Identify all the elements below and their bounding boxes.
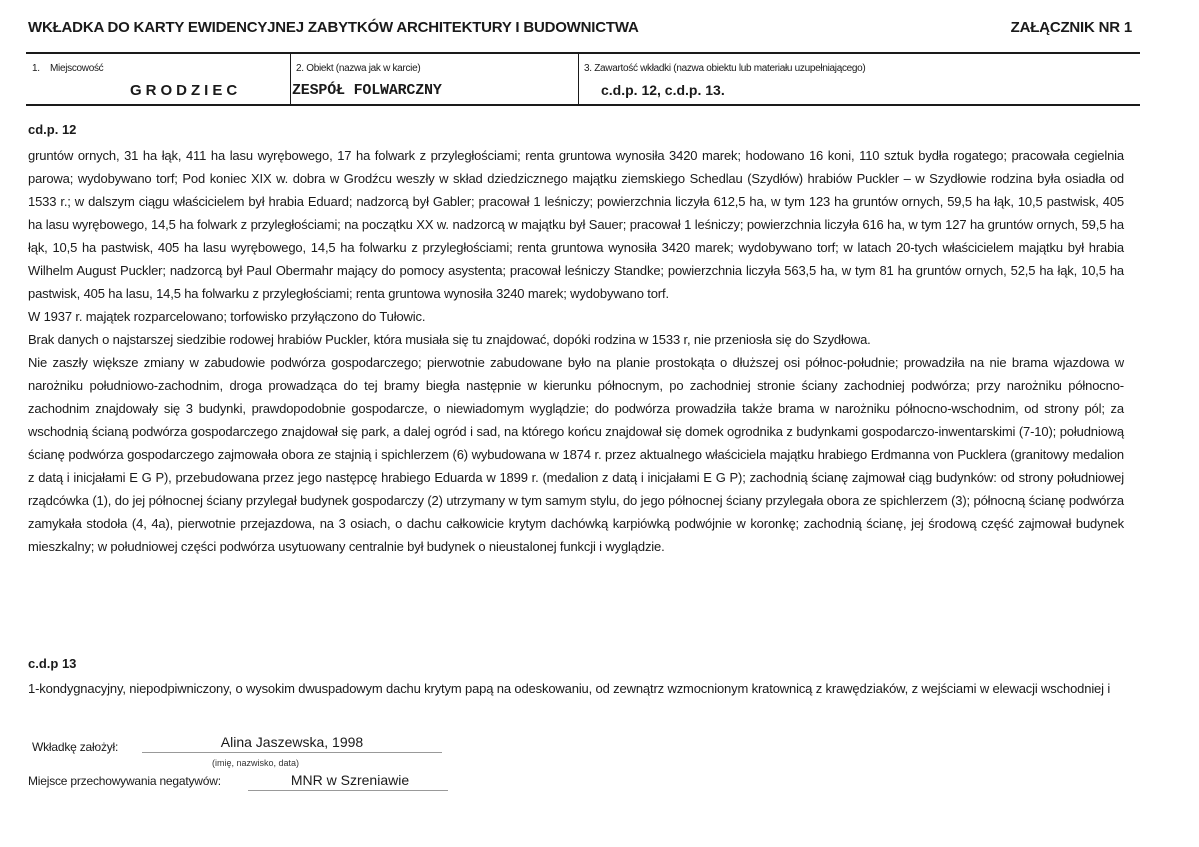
storage-underline (248, 790, 448, 791)
object-cell (290, 54, 577, 104)
author-underline (142, 752, 442, 753)
paragraph: Nie zaszły większe zmiany w zabudowie podwórza gospodarczego; pierwotnie zabudowane było na planie prostokąta o dłuższej osi północ-południe; prowadziła na nie brama wjazdowa w narożniku południowo-zachodnim, droga prowadząca do tej bramy biegła następnie w kierunku północnym, po zachodniej stronie ściany zachodniej podwórza; przy narożniku północno-zachodnim znajdowały się 3 budynki, prawdopodobnie gospodarcze, o niewiadomym wyglądzie; do podwórza prowadziła także brama w narożniku północno-wschodnim, od strony pól; za wschodnią ścianą podwórza gospodarczego znajdował się park, a dalej ogród i sad, na którego końcu znajdował się domek ogrodnika z budynkami gospodarczo-inwentarskimi (7-10); południową ścianę podwórza gospodarczego zajmowała obora ze stajnią i spichlerzem (6) wybudowana w 1874 r. przez aktualnego właściciela majątku hrabiego Erdmanna von Pucklera (granitowy medalion z datą i inicjałami E G P), przebudowana przez jego następcę hrabiego Eduarda w 1899 r. (medalion z datą i inicjałami E G P); zachodnią ścianę zajmował ciąg budynków: od strony południowej rządcówka (1), do jej północnej ściany przylegał budynek gospodarczy (2) utrzymany w tym samym stylu, do jego północnej ściany przylegała obora ze spichlerzem (3); północną ścianę podwórza zamykała stodoła (4, 4a), pierwotnie przejazdowa, na 3 osiach, o dachu całkowicie krytym dachówką karpiówką podwójnie w koronkę; zachodnią ścianę, jej środową część zajmował budynek mieszkalny; w południowej części podwórza usytuowany centralnie był budynek o nieustalonej funkcji i wyglądzie. (28, 355, 1124, 554)
contents-value: c.d.p. 12, c.d.p. 13. (601, 82, 725, 98)
author-hint: (imię, nazwisko, data) (212, 758, 300, 768)
locality-label: Miejscowość (50, 63, 104, 74)
paragraph: gruntów ornych, 31 ha łąk, 411 ha lasu wyrębowego, 17 ha folwark z przyległościami; renta gruntowa wynosiła 3420 marek; hodowano 16 koni, 110 sztuk bydła rogatego; pracowała cegielnia parowa; wydobywano torf; Pod koniec XIX w. dobra w Grodźcu weszły w skład dziedzicznego majątku ziemskiego Schedlau (Szydłów) hrabiów Puckler – w Szydłowie rodzina była osiadła od 1533 r.; w dalszym ciągu właścicielem był hrabia Eduard; nadzorcą był Gabler; pracował 1 leśniczy; powierzchnia liczyła 612,5 ha, w tym 123 ha gruntów ornych, 59,5 ha łąk, 10,5 pastwisk, 405 ha lasu wyrębowego, 14,5 ha folwark z przyległościami; na początku XX w. nadzorcą w majątku był Sauer; pracował 1 leśniczy; powierzchnia liczyła 616 ha, w tym 127 ha gruntów ornych, 59,5 ha łąk, 10,5 ha pastwisk, 405 ha lasu wyrębowego, 14,5 ha folwarku z przyległościami; renta gruntowa wynosiła 3420 marek; wydobywano torf; w latach 20-tych właścicielem majątku był hrabia Wilhelm August Puckler; nadzorcą był Paul Obermahr mający do pomocy asystenta; pracował leśniczy Standke; powierzchnia liczyła 563,5 ha, w tym 81 ha gruntów ornych, 52,5 ha łąk, 10,5 ha pastwisk, 405 ha lasu, 14,5 ha folwarku z przyległościami; renta gruntowa wynosiła 3240 marek; wydobywano torf. (28, 148, 1124, 301)
section-heading-cdp13: c.d.p 13 (28, 656, 77, 671)
annex-number: ZAŁĄCZNIK NR 1 (1010, 19, 1132, 36)
storage-label: Miejsce przechowywania negatywów: (28, 774, 221, 788)
storage-value: MNR w Szreniawie (290, 772, 410, 788)
contents-cell (578, 54, 1141, 104)
document-title: WKŁADKA DO KARTY EWIDENCYJNEJ ZABYTKÓW ARCHITEKTURY I BUDOWNICTWA (28, 19, 639, 36)
locality-label-group (32, 63, 103, 74)
author-label: Wkładkę założył: (32, 740, 119, 754)
section-body-cdp13: 1-kondygnacyjny, niepodpiwniczony, o wysokim dwuspadowym dachu krytym papą na odeskowaniu, od zewnątrz wzmocnionym kratownicą z krawędziaków, z wejściami w elewacji wschodniej i (28, 681, 1111, 696)
contents-label: 3. Zawartość wkładki (nazwa obiektu lub materiału uzupełniającego) (584, 63, 866, 74)
author-value: Alina Jaszewska, 1998 (220, 734, 364, 750)
header-fields-table (26, 52, 1140, 106)
locality-cell (26, 54, 288, 104)
object-label: 2. Obiekt (nazwa jak w karcie) (296, 63, 421, 74)
locality-value: GRODZIEC (130, 82, 242, 99)
paragraph: Brak danych o najstarszej siedzibie rodowej hrabiów Puckler, która musiała się tu znajdować, dopóki rodzina w 1533 r, nie przeniosła się do Szydłowa. (28, 332, 871, 347)
section-heading-cdp12: cd.p. 12 (28, 122, 77, 137)
document-header (28, 19, 1132, 43)
object-value: ZESPÓŁ FOLWARCZNY (292, 82, 442, 99)
paragraph: W 1937 r. majątek rozparcelowano; torfowisko przyłączono do Tułowic. (28, 309, 426, 324)
section-body-cdp12 (28, 144, 1124, 558)
locality-number: 1. (32, 63, 40, 74)
